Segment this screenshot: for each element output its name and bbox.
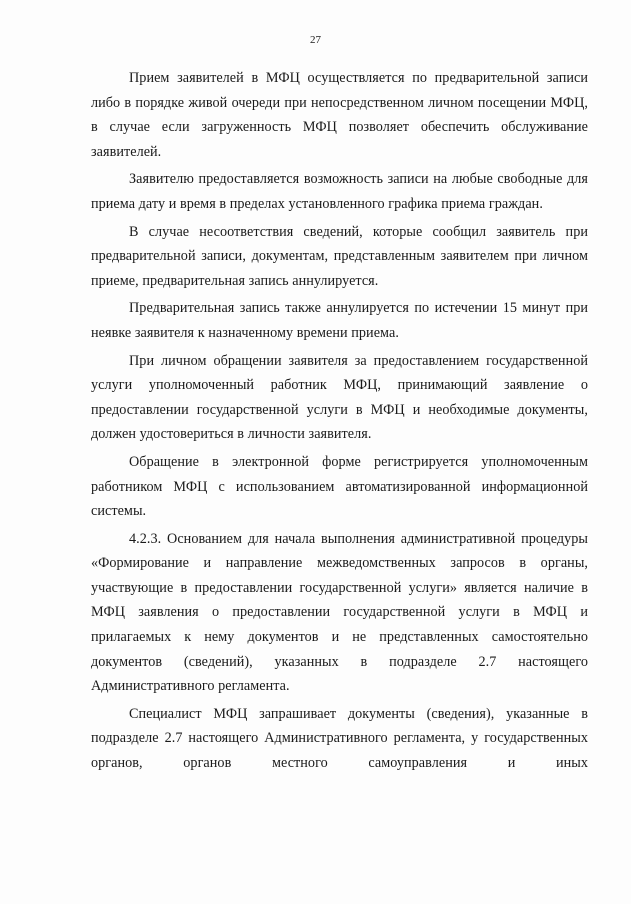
paragraph-appointment-booking: Заявителю предоставляется возможность записи на любые свободные для приема дату и время в пределах установленного графика приема граждан.: [91, 171, 588, 212]
paragraph-mfc-specialist-requests: Специалист МФЦ запрашивает документы (сведения), указанные в подразделе 2.7 настоящего Административного регламента, у государственных органов, органов местного самоуправления и иных: [91, 705, 588, 772]
paragraph-mfc-reception: Прием заявителей в МФЦ осуществляется по предварительной записи либо в порядке живой очереди при непосредственном личном посещении МФЦ, в случае если загруженность МФЦ позволяет обеспечить обслуживание заявителей.: [91, 70, 588, 160]
paragraph-section-4-2-3: 4.2.3. Основанием для начала выполнения административной процедуры «Формирование и направление межведомственных запросов в органы, участвующие в предоставлении государственной услуги» является наличие в МФЦ заявления о предоставлении государственной услуги в МФЦ и прилагаемых к нему документов и не представленных самостоятельно документов (сведений), указанных в подразделе 2.7 настоящего Административного регламента.: [91, 530, 588, 695]
page-number: 27: [310, 34, 321, 46]
paragraph-electronic-registration: Обращение в электронной форме регистрируется уполномоченным работником МФЦ с использованием автоматизированной информационной системы.: [91, 453, 588, 520]
paragraph-identity-verification: При личном обращении заявителя за предоставлением государственной услуги уполномоченный работник МФЦ, принимающий заявление о предоставлении государственной услуги в МФЦ и необходимые документы, должен удостовериться в личности заявителя.: [91, 352, 588, 443]
paragraph-appointment-cancellation: Предварительная запись также аннулируется по истечении 15 минут при неявке заявителя к назначенному времени приема.: [91, 300, 588, 341]
paragraph-data-mismatch: В случае несоответствия сведений, которые сообщил заявитель при предварительной записи, документам, представленным заявителем при личном приеме, предварительная запись аннулируется.: [91, 223, 588, 289]
document-body: [91, 66, 588, 779]
